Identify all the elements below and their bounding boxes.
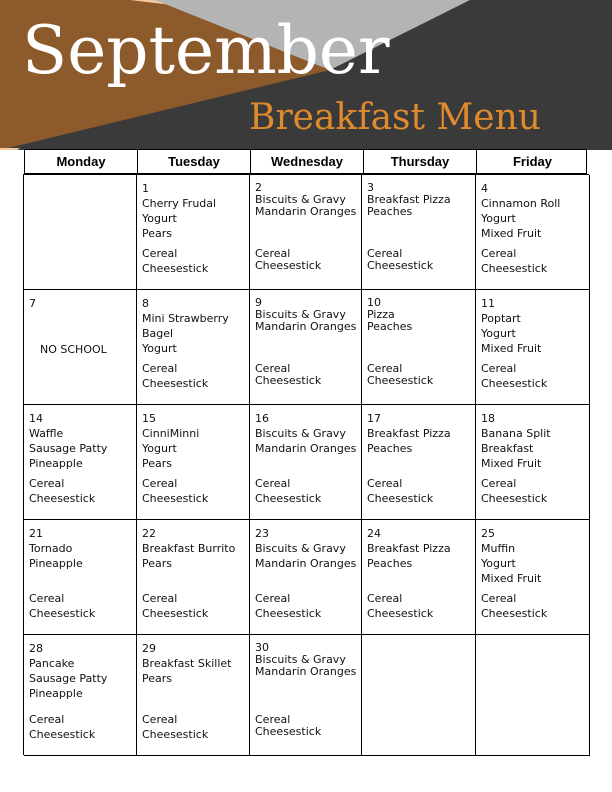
side-item: Cheesestick	[255, 374, 322, 387]
calendar-day-cell	[24, 405, 137, 520]
side-items	[29, 712, 95, 742]
menu-item: Breakfast Burrito	[142, 542, 236, 555]
calendar-day-cell	[250, 635, 362, 756]
side-item: Cheesestick	[367, 607, 434, 620]
menu-item: Pineapple	[29, 687, 83, 700]
side-items	[481, 591, 547, 621]
calendar-day-cell	[362, 405, 476, 520]
menu-item: Pancake	[29, 657, 75, 670]
side-item: Cereal	[142, 247, 178, 260]
side-items	[255, 591, 321, 621]
day-number: 30	[255, 641, 269, 654]
side-item: Cereal	[142, 713, 178, 726]
menu-item: Bagel	[142, 327, 174, 340]
menu-item: Cinnamon Roll	[481, 197, 561, 210]
side-item: Cereal	[367, 477, 403, 490]
menu-item: Mandarin Oranges	[255, 442, 357, 455]
menu-item: Pizza	[367, 308, 395, 321]
calendar-day-cell	[137, 520, 250, 635]
side-item: Cereal	[142, 362, 178, 375]
side-item: Cheesestick	[367, 374, 434, 387]
menu-item: Tornado	[29, 542, 73, 555]
side-item: Cereal	[255, 247, 291, 260]
calendar-day-cell	[476, 520, 590, 635]
day-number: 2	[255, 181, 262, 194]
menu-item: Peaches	[367, 557, 413, 570]
side-item: Cereal	[481, 247, 517, 260]
day-number: 9	[255, 296, 262, 309]
side-item: Cheesestick	[255, 492, 322, 505]
side-item: Cheesestick	[255, 725, 322, 738]
menu-item: Pineapple	[29, 457, 83, 470]
day-number: 29	[142, 642, 156, 655]
menu-item: Pears	[142, 227, 173, 240]
menu-item: Mandarin Oranges	[255, 557, 357, 570]
side-item: Cheesestick	[481, 377, 548, 390]
day-number: 25	[481, 527, 495, 540]
day-number: 17	[367, 412, 381, 425]
side-item: Cheesestick	[142, 728, 209, 741]
calendar-day-cell	[250, 290, 362, 405]
menu-item: Mandarin Oranges	[255, 205, 357, 218]
menu-item: Poptart	[481, 312, 521, 325]
menu-item: Mixed Fruit	[481, 227, 542, 240]
side-item: Cheesestick	[142, 262, 209, 275]
side-item: Cereal	[255, 362, 291, 375]
menu-item: Biscuits & Gravy	[255, 427, 346, 440]
menu-item: Banana Split	[481, 427, 551, 440]
no-school-note: NO SCHOOL	[40, 343, 107, 356]
weekday-header	[24, 149, 587, 174]
day-number: 28	[29, 642, 43, 655]
side-items	[29, 591, 95, 621]
menu-item: Cherry Frudal	[142, 197, 217, 210]
day-number: 16	[255, 412, 269, 425]
menu-calendar-grid	[23, 174, 589, 755]
menu-item: Mixed Fruit	[481, 457, 542, 470]
calendar-day-cell	[137, 405, 250, 520]
menu-item: Biscuits & Gravy	[255, 653, 346, 666]
calendar-day-cell	[250, 520, 362, 635]
menu-item: Peaches	[367, 320, 413, 333]
calendar-day-cell	[362, 520, 476, 635]
menu-item: Biscuits & Gravy	[255, 193, 346, 206]
day-wednesday: Wednesday	[250, 150, 363, 173]
menu-item: Breakfast Skillet	[142, 657, 232, 670]
side-item: Cheesestick	[29, 492, 96, 505]
side-item: Cereal	[481, 362, 517, 375]
calendar-day-cell	[24, 175, 137, 290]
calendar-day-cell	[24, 290, 137, 405]
side-items	[367, 476, 433, 506]
menu-item: Sausage Patty	[29, 442, 108, 455]
day-number: 3	[367, 181, 374, 194]
menu-item: Yogurt	[481, 557, 516, 570]
menu-item: Mixed Fruit	[481, 342, 542, 355]
side-items	[142, 246, 208, 276]
menu-item: Yogurt	[481, 212, 516, 225]
menu-item: Mandarin Oranges	[255, 320, 357, 333]
menu-item: Sausage Patty	[29, 672, 108, 685]
calendar-day-cell	[24, 635, 137, 756]
side-items	[142, 591, 208, 621]
side-item: Cereal	[255, 713, 291, 726]
side-item: Cereal	[255, 477, 291, 490]
side-item: Cheesestick	[481, 492, 548, 505]
menu-item: Pineapple	[29, 557, 83, 570]
side-items	[367, 248, 433, 272]
day-number: 15	[142, 412, 156, 425]
side-item: Cereal	[481, 592, 517, 605]
day-number: 23	[255, 527, 269, 540]
calendar-day-cell	[137, 635, 250, 756]
menu-item: Pears	[142, 557, 173, 570]
menu-item: Peaches	[367, 205, 413, 218]
side-items	[142, 476, 208, 506]
day-tuesday: Tuesday	[137, 150, 250, 173]
calendar-day-cell	[24, 520, 137, 635]
side-item: Cereal	[367, 247, 403, 260]
day-number: 1	[142, 182, 149, 195]
menu-item: Mandarin Oranges	[255, 665, 357, 678]
day-number: 24	[367, 527, 381, 540]
side-item: Cheesestick	[142, 377, 209, 390]
menu-item: Yogurt	[142, 212, 177, 225]
side-item: Cereal	[29, 477, 65, 490]
menu-item: Peaches	[367, 442, 413, 455]
day-number: 21	[29, 527, 43, 540]
side-item: Cheesestick	[481, 607, 548, 620]
menu-item: Waffle	[29, 427, 64, 440]
side-item: Cheesestick	[255, 607, 322, 620]
side-items	[367, 363, 433, 387]
calendar-day-cell	[476, 635, 590, 756]
side-item: Cheesestick	[142, 492, 209, 505]
menu-item: Pears	[142, 457, 173, 470]
side-items	[255, 714, 321, 738]
day-number: 18	[481, 412, 495, 425]
menu-item: Yogurt	[142, 442, 177, 455]
side-items	[481, 476, 547, 506]
side-item: Cereal	[367, 592, 403, 605]
side-item: Cheesestick	[255, 259, 322, 272]
menu-item: Yogurt	[142, 342, 177, 355]
side-item: Cheesestick	[481, 262, 548, 275]
day-friday: Friday	[476, 150, 588, 173]
side-items	[255, 363, 321, 387]
calendar-day-cell	[250, 405, 362, 520]
side-item: Cheesestick	[29, 607, 96, 620]
day-number: 10	[367, 296, 381, 309]
day-number: 14	[29, 412, 43, 425]
menu-item: Breakfast Pizza	[367, 193, 451, 206]
day-number: 11	[481, 297, 495, 310]
side-items	[367, 591, 433, 621]
day-thursday: Thursday	[363, 150, 476, 173]
page-subtitle: Breakfast Menu	[249, 97, 541, 138]
side-item: Cereal	[29, 713, 65, 726]
menu-item: Breakfast Pizza	[367, 542, 451, 555]
side-items	[29, 476, 95, 506]
side-items	[481, 246, 547, 276]
calendar-day-cell	[476, 405, 590, 520]
side-items	[255, 476, 321, 506]
calendar-day-cell	[362, 290, 476, 405]
calendar-day-cell	[476, 290, 590, 405]
side-item: Cheesestick	[367, 492, 434, 505]
menu-item: Breakfast	[481, 442, 534, 455]
day-number: 4	[481, 182, 488, 195]
side-item: Cereal	[255, 592, 291, 605]
side-items	[255, 248, 321, 272]
calendar-day-cell	[137, 175, 250, 290]
page-title: September	[22, 12, 390, 89]
menu-item: Yogurt	[481, 327, 516, 340]
calendar-day-cell	[362, 635, 476, 756]
side-items	[142, 361, 208, 391]
calendar-day-cell	[362, 175, 476, 290]
menu-item: Biscuits & Gravy	[255, 308, 346, 321]
calendar-day-cell	[476, 175, 590, 290]
side-item: Cereal	[481, 477, 517, 490]
menu-item: Muffin	[481, 542, 516, 555]
day-number: 22	[142, 527, 156, 540]
menu-item: Breakfast Pizza	[367, 427, 451, 440]
side-items	[142, 712, 208, 742]
menu-item: Pears	[142, 672, 173, 685]
menu-item: Mixed Fruit	[481, 572, 542, 585]
menu-item: Biscuits & Gravy	[255, 542, 346, 555]
side-item: Cereal	[29, 592, 65, 605]
side-item: Cheesestick	[29, 728, 96, 741]
side-item: Cereal	[142, 477, 178, 490]
side-item: Cheesestick	[142, 607, 209, 620]
day-number: 7	[29, 297, 36, 310]
side-items	[481, 361, 547, 391]
day-number: 8	[142, 297, 149, 310]
calendar-day-cell	[250, 175, 362, 290]
calendar-day-cell	[137, 290, 250, 405]
day-monday: Monday	[56, 154, 106, 169]
menu-item: Mini Strawberry	[142, 312, 229, 325]
side-item: Cheesestick	[367, 259, 434, 272]
menu-item: CinniMinni	[142, 427, 200, 440]
side-item: Cereal	[142, 592, 178, 605]
side-item: Cereal	[367, 362, 403, 375]
